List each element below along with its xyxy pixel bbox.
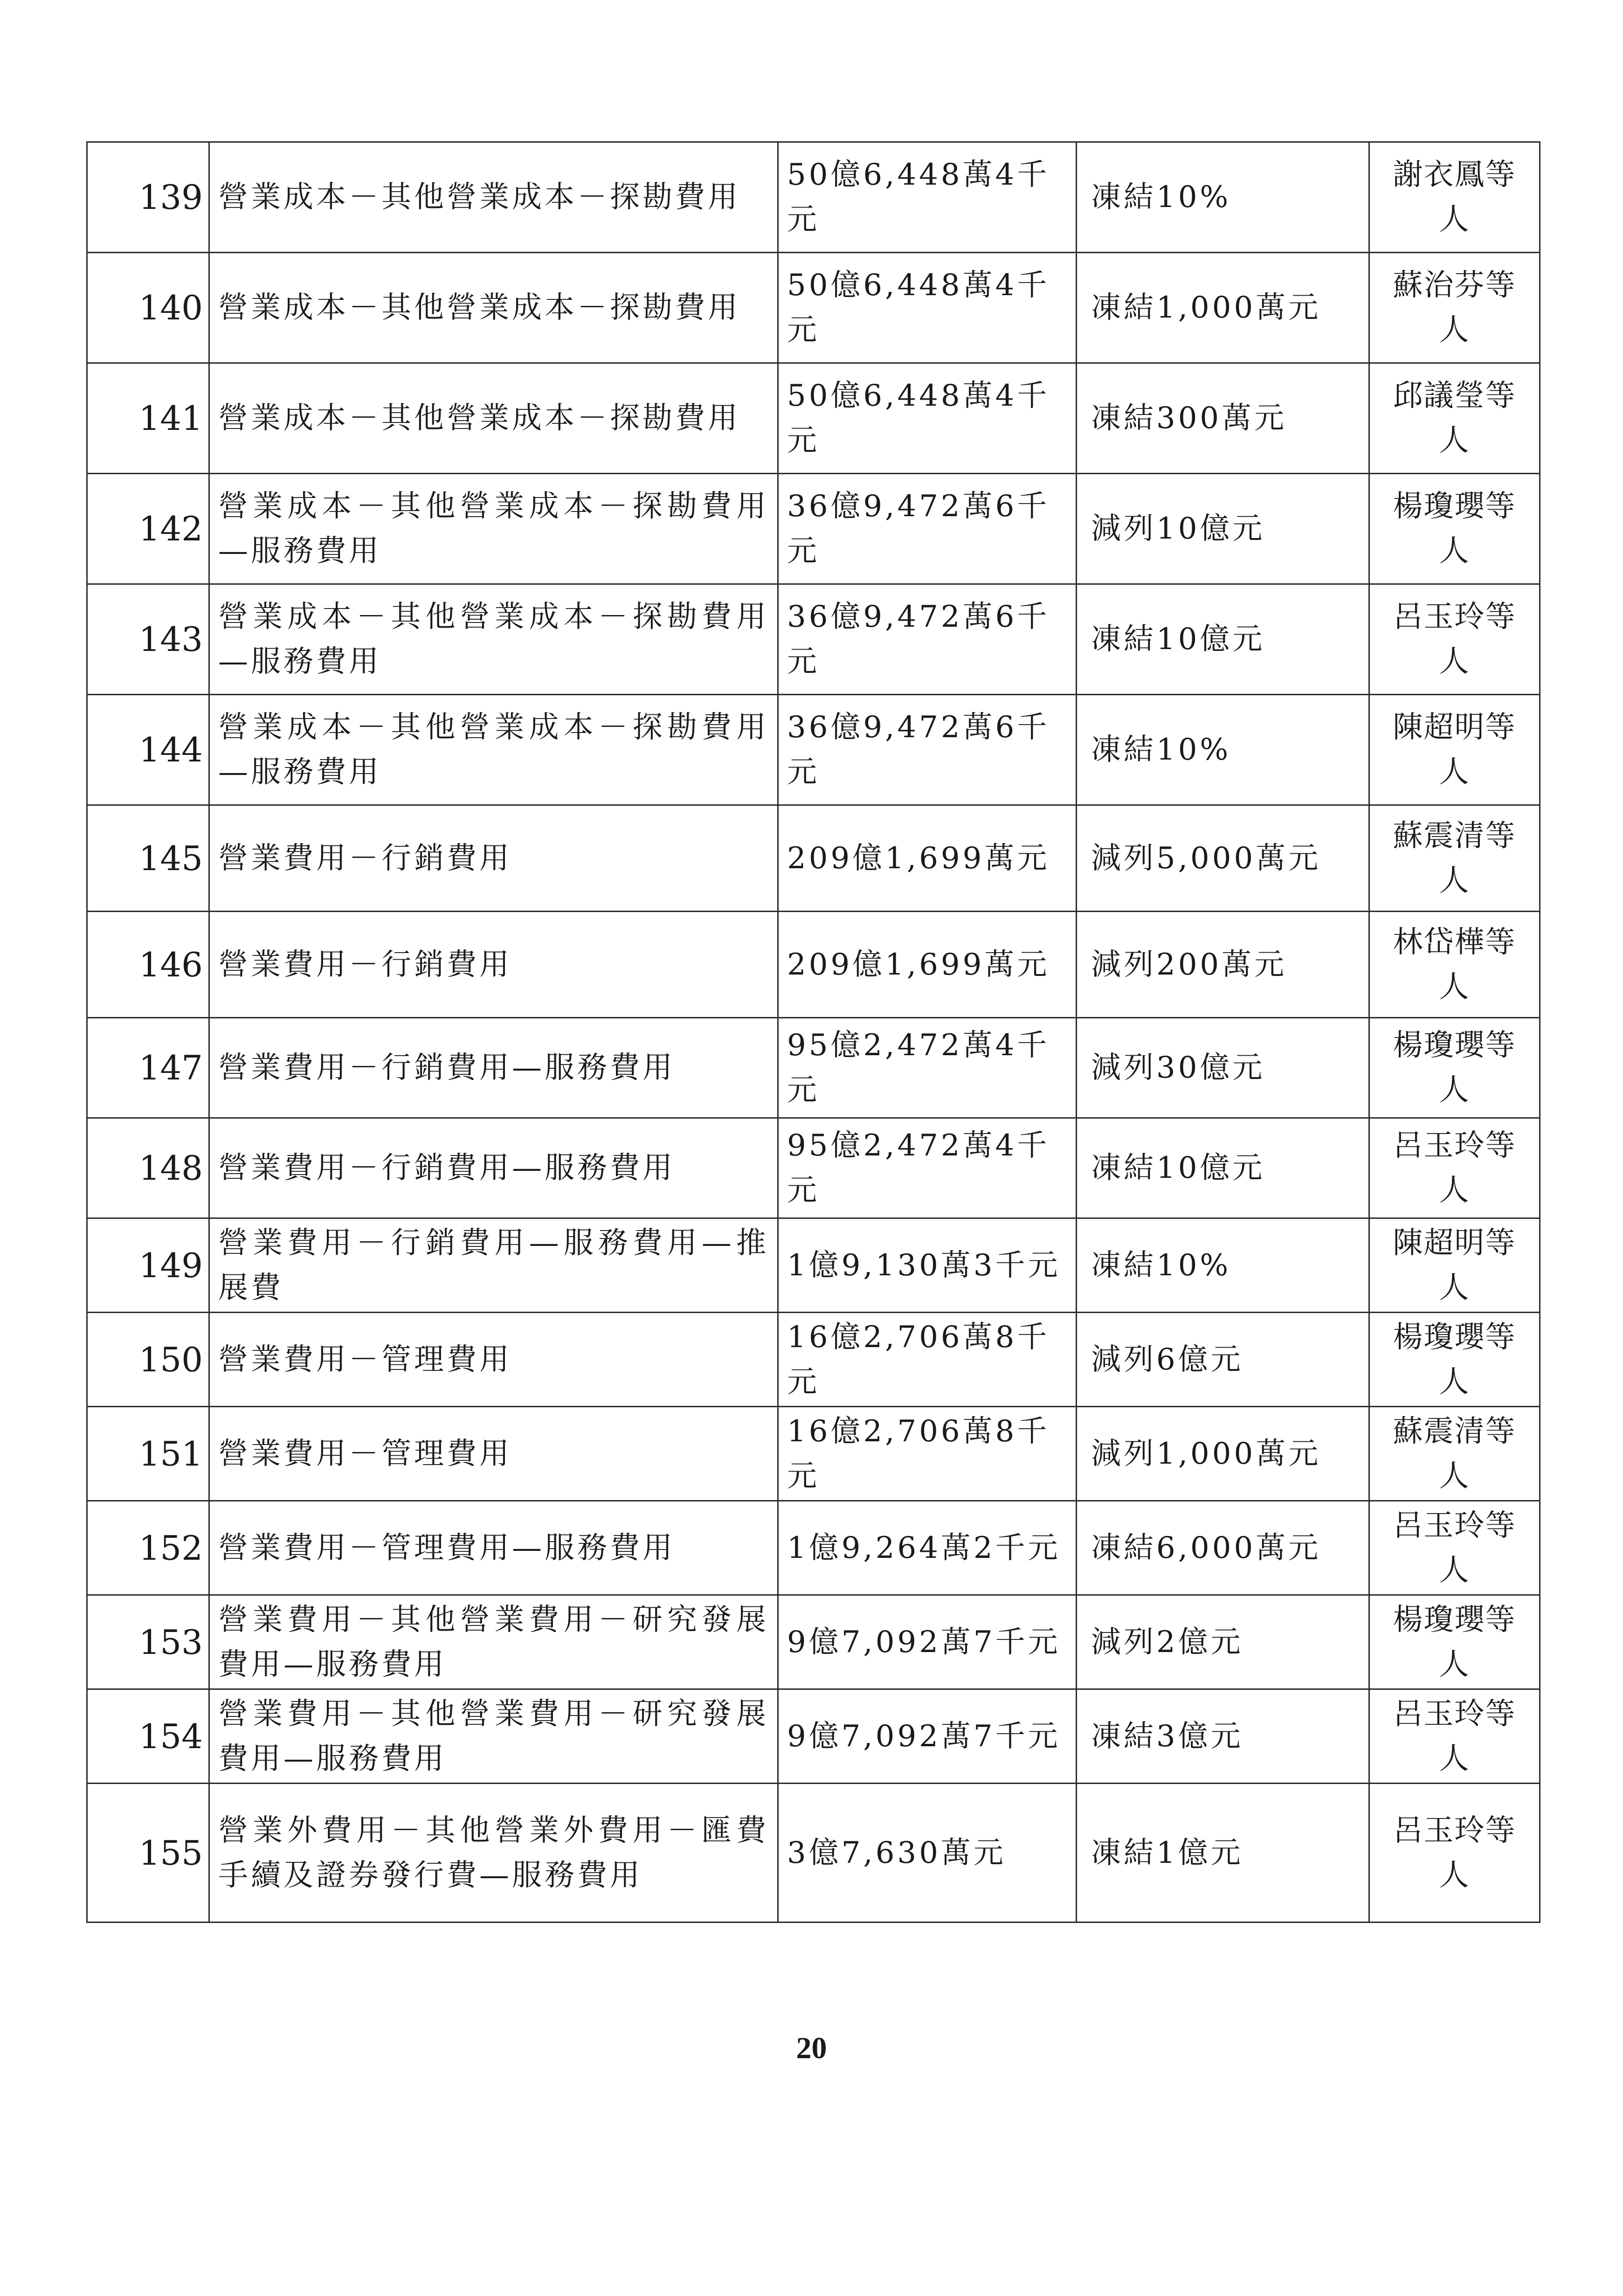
budget-amount-cell: 50億6,448萬4千元 <box>778 142 1077 253</box>
row-number-cell: 142 <box>87 474 209 584</box>
budget-amount-cell: 36億9,472萬6千元 <box>778 584 1077 695</box>
proposer-cell: 呂玉玲等人 <box>1369 1784 1540 1923</box>
proposer-cell: 陳超明等人 <box>1369 1218 1540 1313</box>
proposed-action-cell: 凍結10億元 <box>1077 1118 1369 1218</box>
budget-amount-cell: 36億9,472萬6千元 <box>778 695 1077 805</box>
table-row <box>87 1218 1540 1313</box>
budget-item-cell: 營業費用－其他營業費用－研究發展費用—服務費用 <box>209 1689 778 1784</box>
proposed-action-cell: 減列10億元 <box>1077 474 1369 584</box>
table-body <box>87 142 1540 1923</box>
proposed-action-cell: 減列6億元 <box>1077 1313 1369 1407</box>
budget-amount-cell: 9億7,092萬7千元 <box>778 1689 1077 1784</box>
row-number-cell: 148 <box>87 1118 209 1218</box>
table-row <box>87 1501 1540 1595</box>
budget-item-cell: 營業費用－管理費用 <box>209 1313 778 1407</box>
row-number-cell: 145 <box>87 805 209 912</box>
table-row <box>87 695 1540 805</box>
proposer-cell: 楊瓊瓔等人 <box>1369 1595 1540 1689</box>
budget-item-cell: 營業外費用－其他營業外費用－匯費手續及證券發行費—服務費用 <box>209 1784 778 1923</box>
row-number-cell: 153 <box>87 1595 209 1689</box>
row-number-cell: 139 <box>87 142 209 253</box>
proposer-cell: 呂玉玲等人 <box>1369 1501 1540 1595</box>
budget-item-cell: 營業費用－行銷費用 <box>209 805 778 912</box>
budget-amount-cell: 50億6,448萬4千元 <box>778 253 1077 363</box>
proposed-action-cell: 凍結1億元 <box>1077 1784 1369 1923</box>
budget-amount-cell: 95億2,472萬4千元 <box>778 1018 1077 1118</box>
budget-item-cell: 營業費用－管理費用 <box>209 1407 778 1501</box>
budget-item-cell: 營業費用－行銷費用 <box>209 912 778 1018</box>
table-row <box>87 584 1540 695</box>
budget-amount-cell: 50億6,448萬4千元 <box>778 363 1077 474</box>
table-row <box>87 1689 1540 1784</box>
row-number-cell: 152 <box>87 1501 209 1595</box>
budget-amount-cell: 3億7,630萬元 <box>778 1784 1077 1923</box>
budget-item-cell: 營業費用－行銷費用—服務費用 <box>209 1118 778 1218</box>
proposed-action-cell: 凍結3億元 <box>1077 1689 1369 1784</box>
budget-motions-table <box>86 141 1540 1923</box>
table-row <box>87 805 1540 912</box>
table-row <box>87 1595 1540 1689</box>
budget-item-cell: 營業成本－其他營業成本－探勘費用—服務費用 <box>209 584 778 695</box>
budget-item-cell: 營業成本－其他營業成本－探勘費用 <box>209 253 778 363</box>
budget-item-cell: 營業費用－其他營業費用－研究發展費用—服務費用 <box>209 1595 778 1689</box>
proposer-cell: 蘇震清等人 <box>1369 805 1540 912</box>
proposer-cell: 蘇震清等人 <box>1369 1407 1540 1501</box>
proposer-cell: 謝衣鳳等人 <box>1369 142 1540 253</box>
row-number-cell: 141 <box>87 363 209 474</box>
proposer-cell: 邱議瑩等人 <box>1369 363 1540 474</box>
row-number-cell: 151 <box>87 1407 209 1501</box>
proposed-action-cell: 減列2億元 <box>1077 1595 1369 1689</box>
table-row <box>87 1313 1540 1407</box>
proposer-cell: 陳超明等人 <box>1369 695 1540 805</box>
row-number-cell: 155 <box>87 1784 209 1923</box>
budget-amount-cell: 209億1,699萬元 <box>778 805 1077 912</box>
page-number: 20 <box>796 2031 827 2065</box>
table-row <box>87 142 1540 253</box>
budget-item-cell: 營業成本－其他營業成本－探勘費用 <box>209 142 778 253</box>
table-row <box>87 253 1540 363</box>
table-row <box>87 1118 1540 1218</box>
proposer-cell: 呂玉玲等人 <box>1369 1118 1540 1218</box>
row-number-cell: 147 <box>87 1018 209 1118</box>
row-number-cell: 150 <box>87 1313 209 1407</box>
proposer-cell: 呂玉玲等人 <box>1369 1689 1540 1784</box>
proposer-cell: 蘇治芬等人 <box>1369 253 1540 363</box>
proposer-cell: 楊瓊瓔等人 <box>1369 474 1540 584</box>
row-number-cell: 140 <box>87 253 209 363</box>
budget-item-cell: 營業費用－行銷費用—服務費用 <box>209 1018 778 1118</box>
budget-item-cell: 營業成本－其他營業成本－探勘費用—服務費用 <box>209 695 778 805</box>
table-row <box>87 1784 1540 1923</box>
row-number-cell: 143 <box>87 584 209 695</box>
proposed-action-cell: 減列200萬元 <box>1077 912 1369 1018</box>
budget-amount-cell: 95億2,472萬4千元 <box>778 1118 1077 1218</box>
budget-amount-cell: 1億9,264萬2千元 <box>778 1501 1077 1595</box>
table-row <box>87 1407 1540 1501</box>
proposer-cell: 林岱樺等人 <box>1369 912 1540 1018</box>
table-row <box>87 363 1540 474</box>
row-number-cell: 144 <box>87 695 209 805</box>
budget-amount-cell: 209億1,699萬元 <box>778 912 1077 1018</box>
proposed-action-cell: 凍結10% <box>1077 695 1369 805</box>
budget-item-cell: 營業成本－其他營業成本－探勘費用—服務費用 <box>209 474 778 584</box>
proposed-action-cell: 凍結10% <box>1077 142 1369 253</box>
proposer-cell: 楊瓊瓔等人 <box>1369 1018 1540 1118</box>
proposed-action-cell: 減列5,000萬元 <box>1077 805 1369 912</box>
row-number-cell: 149 <box>87 1218 209 1313</box>
budget-item-cell: 營業費用－管理費用—服務費用 <box>209 1501 778 1595</box>
budget-amount-cell: 36億9,472萬6千元 <box>778 474 1077 584</box>
table-row <box>87 474 1540 584</box>
budget-amount-cell: 16億2,706萬8千元 <box>778 1313 1077 1407</box>
budget-item-cell: 營業費用－行銷費用—服務費用—推展費 <box>209 1218 778 1313</box>
budget-item-cell: 營業成本－其他營業成本－探勘費用 <box>209 363 778 474</box>
proposed-action-cell: 減列30億元 <box>1077 1018 1369 1118</box>
row-number-cell: 154 <box>87 1689 209 1784</box>
proposer-cell: 楊瓊瓔等人 <box>1369 1313 1540 1407</box>
table-row <box>87 912 1540 1018</box>
proposed-action-cell: 凍結300萬元 <box>1077 363 1369 474</box>
row-number-cell: 146 <box>87 912 209 1018</box>
proposed-action-cell: 凍結10% <box>1077 1218 1369 1313</box>
proposed-action-cell: 凍結10億元 <box>1077 584 1369 695</box>
budget-amount-cell: 9億7,092萬7千元 <box>778 1595 1077 1689</box>
proposer-cell: 呂玉玲等人 <box>1369 584 1540 695</box>
budget-amount-cell: 1億9,130萬3千元 <box>778 1218 1077 1313</box>
proposed-action-cell: 凍結6,000萬元 <box>1077 1501 1369 1595</box>
budget-amount-cell: 16億2,706萬8千元 <box>778 1407 1077 1501</box>
proposed-action-cell: 凍結1,000萬元 <box>1077 253 1369 363</box>
table-row <box>87 1018 1540 1118</box>
proposed-action-cell: 減列1,000萬元 <box>1077 1407 1369 1501</box>
